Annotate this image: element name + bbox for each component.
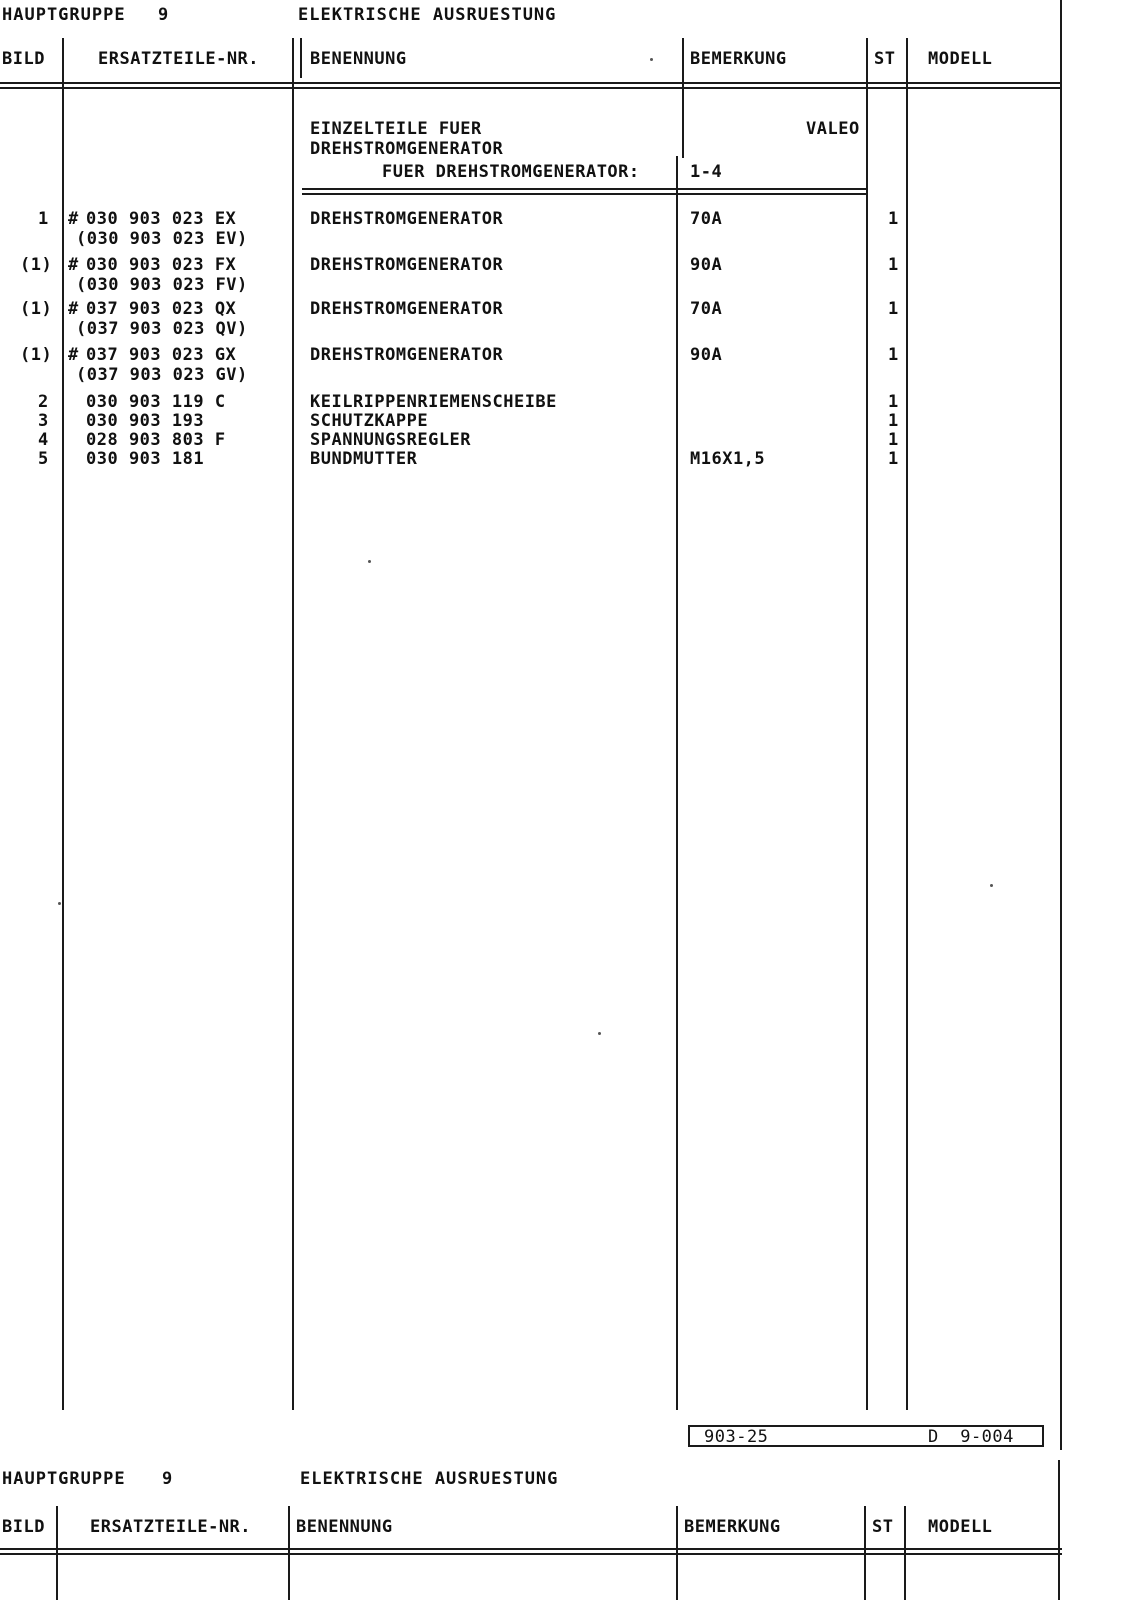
header-rule [0,82,1062,84]
group-number: 9 [162,1469,174,1489]
part-remark: 70A [690,209,723,229]
part-remark: 70A [690,299,723,319]
divider-modell [906,38,908,1410]
part-qty: 1 [888,430,899,450]
bild-number: (1) [20,345,53,365]
scan-speck [368,560,371,563]
right-border [1060,0,1062,1450]
group-title: ELEKTRISCHE AUSRUESTUNG [298,5,557,25]
part-number: 030 903 193 [86,411,205,431]
alt-part-number: (037 903 023 GV) [76,365,248,385]
col-ersatzteile-nr: ERSATZTEILE-NR. [98,49,260,69]
col-benennung: BENENNUNG [296,1517,393,1537]
bild-number: 4 [38,430,49,450]
part-number: 028 903 803 F [86,430,226,450]
part-number: 030 903 023 EX [86,209,237,229]
bild-number: (1) [20,255,53,275]
part-qty: 1 [888,392,899,412]
bild-number: 5 [38,449,49,469]
section-title-3: FUER DREHSTROMGENERATOR: [382,162,640,182]
group-title: ELEKTRISCHE AUSRUESTUNG [300,1469,559,1489]
part-number: 030 903 119 C [86,392,226,412]
part-name: SPANNUNGSREGLER [310,430,472,450]
part-name: DREHSTROMGENERATOR [310,299,504,319]
divider-part [292,38,294,1410]
part-name: BUNDMUTTER [310,449,418,469]
header-rule-double [0,87,1062,89]
section-title-2: DREHSTROMGENERATOR [310,139,504,159]
divider-benennung-head [300,38,302,78]
col-ersatzteile-nr: ERSATZTEILE-NR. [90,1517,252,1537]
header-rule-p2 [0,1548,1062,1550]
section-maker: VALEO [806,119,860,139]
part-name: DREHSTROMGENERATOR [310,345,504,365]
bild-number: (1) [20,299,53,319]
footer-ref: 903-25 [704,1427,769,1447]
part-remark: 90A [690,345,723,365]
col-bemerkung: BEMERKUNG [684,1517,781,1537]
section-rule-double [302,193,868,195]
hash-mark: # [68,209,79,229]
col-modell: MODELL [928,49,993,69]
bild-number: 1 [38,209,49,229]
col-st: ST [874,49,896,69]
divider-bemerkung [676,156,678,1410]
part-qty: 1 [888,345,899,365]
right-border-p2 [1058,1460,1060,1600]
part-remark: 90A [690,255,723,275]
scan-speck [58,902,61,905]
bild-number: 2 [38,392,49,412]
group-number: 9 [158,5,170,25]
part-number: 037 903 023 QX [86,299,237,319]
col-modell: MODELL [928,1517,993,1537]
part-name: DREHSTROMGENERATOR [310,255,504,275]
part-number: 030 903 023 FX [86,255,237,275]
col-bemerkung: BEMERKUNG [690,49,787,69]
part-qty: 1 [888,299,899,319]
alt-part-number: (030 903 023 EV) [76,229,248,249]
part-number: 030 903 181 [86,449,205,469]
scan-speck [990,884,993,887]
group-label: HAUPTGRUPPE [2,5,126,25]
hash-mark: # [68,255,79,275]
part-name: DREHSTROMGENERATOR [310,209,504,229]
bild-number: 3 [38,411,49,431]
col-bild: BILD [2,49,45,69]
part-qty: 1 [888,209,899,229]
footer-page: D 9-004 [928,1427,1014,1447]
hash-mark: # [68,299,79,319]
hash-mark: # [68,345,79,365]
section-title-1: EINZELTEILE FUER [310,119,482,139]
col-st: ST [872,1517,894,1537]
alt-part-number: (037 903 023 QV) [76,319,248,339]
part-name: SCHUTZKAPPE [310,411,429,431]
alt-part-number: (030 903 023 FV) [76,275,248,295]
part-name: KEILRIPPENRIEMENSCHEIBE [310,392,557,412]
section-range: 1-4 [690,162,723,182]
scan-speck [598,1032,601,1035]
group-label: HAUPTGRUPPE [2,1469,126,1489]
part-number: 037 903 023 GX [86,345,237,365]
col-benennung: BENENNUNG [310,49,407,69]
part-qty: 1 [888,411,899,431]
part-qty: 1 [888,449,899,469]
header-rule-double-p2 [0,1553,1062,1555]
section-rule [302,188,868,190]
divider-st [866,38,868,1410]
scan-speck [650,58,653,61]
part-remark: M16X1,5 [690,449,766,469]
part-qty: 1 [888,255,899,275]
divider-bemerkung-top [682,38,684,158]
divider-bild [62,38,64,1410]
col-bild: BILD [2,1517,45,1537]
page-footer-box [688,1425,1044,1447]
